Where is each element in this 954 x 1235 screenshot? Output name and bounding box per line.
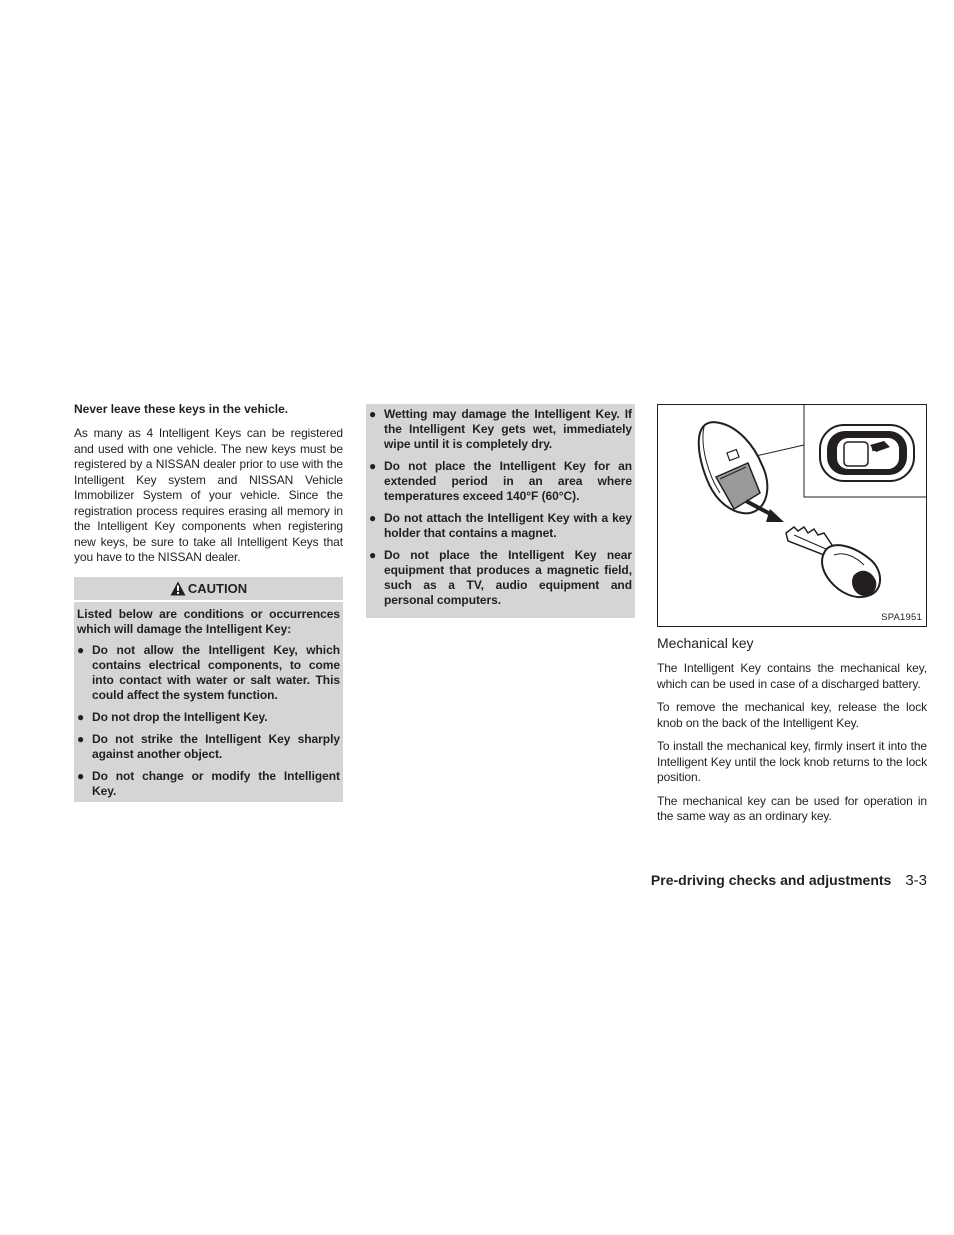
list-item: ● Do not place the Intelligent Key for an extended period in an area where temperatures exceed 140°F (60°C).: [369, 459, 632, 503]
list-item: ● Do not place the Intelligent Key near equipment that produces a magnetic field, such as a TV, audio equipment and personal computers.: [369, 548, 632, 607]
caution-content: [74, 602, 343, 802]
mechanical-key-illustration: [658, 405, 926, 626]
registration-paragraph: As many as 4 Intelligent Keys can be registered and used with one vehicle. The new keys must be registered by a NISSAN dealer prior to use with the Intelligent Key system and NISSAN Vehicle Immobilizer System of your vehicle. Since the registration process requires erasing all memory in the Intelligent Key components when registering new keys, be sure to take all Intelligent Keys that you have to the NISSAN dealer.: [74, 426, 343, 564]
mechanical-key-paragraph: To remove the mechanical key, release the lock knob on the back of the Intelligent Key.: [657, 700, 927, 730]
mechanical-key-paragraph: The Intelligent Key contains the mechanical key, which can be used in case of a discharged battery.: [657, 661, 927, 691]
mechanical-key-figure: [657, 404, 927, 627]
page-footer: [651, 872, 927, 889]
mechanical-key-paragraph: The mechanical key can be used for operation in the same way as an ordinary key.: [657, 793, 927, 823]
list-item: ● Do not attach the Intelligent Key with a key holder that contains a magnet.: [369, 511, 632, 540]
figure-code: SPA1951: [881, 612, 922, 623]
keys-warning-heading: Never leave these keys in the vehicle.: [74, 402, 289, 416]
mechanical-key-heading: Mechanical key: [657, 635, 754, 651]
footer-section-title: Pre-driving checks and adjustments: [650, 872, 892, 888]
caution-continued-box: [366, 404, 635, 618]
caution-label: CAUTION: [187, 580, 248, 596]
left-column: [74, 402, 343, 802]
middle-column: [366, 404, 635, 618]
caution-list: [77, 643, 340, 799]
list-item: ● Wetting may damage the Intelligent Key. If the Intelligent Key gets wet, immediately wipe until it is completely dry.: [369, 407, 632, 451]
list-item: ● Do not change or modify the Intelligent Key.: [77, 768, 340, 798]
warning-triangle-icon: [170, 581, 186, 596]
caution-title: [74, 577, 343, 602]
caution-box: [74, 577, 343, 802]
right-column: [657, 404, 927, 833]
list-item: ● Do not drop the Intelligent Key.: [77, 709, 268, 724]
caution-continued-list: [369, 407, 632, 608]
page-number: 3-3: [905, 872, 927, 889]
mechanical-key-paragraph: To install the mechanical key, firmly insert it into the Intelligent Key until the lock knob returns to the lock position.: [657, 739, 927, 784]
list-item: ● Do not strike the Intelligent Key sharply against another object.: [77, 731, 340, 761]
list-item: ● Do not allow the Intelligent Key, which contains electrical components, to come into contact with water or salt water. This could affect the system function.: [77, 642, 340, 702]
caution-intro: Listed below are conditions or occurrences which will damage the Intelligent Key:: [77, 606, 340, 636]
